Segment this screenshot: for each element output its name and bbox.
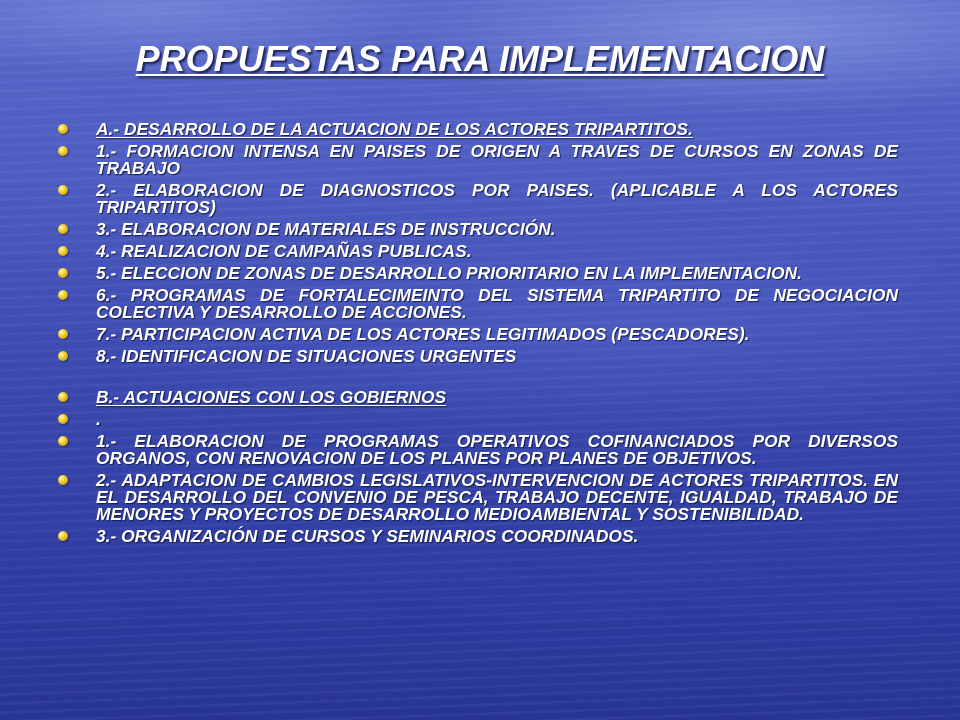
bullet-dot-icon: [58, 351, 68, 361]
bullet-item: [58, 243, 898, 260]
bullet-item: [58, 528, 898, 545]
bullet-dot-icon: [58, 224, 68, 234]
bullet-item-section-b: [58, 389, 898, 406]
bullet-dot-icon: [58, 392, 68, 402]
bullet-text: 2.- ADAPTACION DE CAMBIOS LEGISLATIVOS-INTERVENCION DE ACTORES TRIPARTITOS. EN EL DESARROLLO DEL CONVENIO DE PESCA, TRABAJO DECENTE, IGUALDAD, TRABAJO DE MENORES Y PROYECTOS DE DESARROLLO MEDIOAMBIENTAL Y SOSTENIBILIDAD.: [96, 470, 898, 524]
bullet-dot-icon: [58, 185, 68, 195]
bullet-item: [58, 433, 898, 467]
bullet-item: [58, 411, 898, 428]
bullet-text: 6.- PROGRAMAS DE FORTALECIMEINTO DEL SISTEMA TRIPARTITO DE NEGOCIACION COLECTIVA Y DESARROLLO DE ACCIONES.: [96, 285, 898, 322]
bullet-dot-icon: [58, 475, 68, 485]
bullet-item-section-a: [58, 121, 898, 138]
bullet-item: [58, 182, 898, 216]
bullet-text: 7.- PARTICIPACION ACTIVA DE LOS ACTORES LEGITIMADOS (PESCADORES).: [96, 324, 750, 344]
bullet-text: 3.- ELABORACION DE MATERIALES DE INSTRUCCIÓN.: [96, 219, 556, 239]
bullet-text: B.- ACTUACIONES CON LOS GOBIERNOS: [96, 387, 447, 407]
bullet-item: [58, 472, 898, 523]
bullet-dot-icon: [58, 531, 68, 541]
bullet-item: [58, 287, 898, 321]
bullet-text: 1.- ELABORACION DE PROGRAMAS OPERATIVOS COFINANCIADOS POR DIVERSOS ORGANOS, CON RENOVACION DE LOS PLANES POR PLANES DE OBJETIVOS.: [96, 431, 898, 468]
bullet-item: [58, 265, 898, 282]
bullet-dot-icon: [58, 124, 68, 134]
bullet-text: .: [96, 409, 101, 429]
bullet-dot-icon: [58, 146, 68, 156]
bullet-list: [58, 121, 898, 550]
bullet-item: [58, 348, 898, 365]
bullet-text: 8.- IDENTIFICACION DE SITUACIONES URGENTES: [96, 346, 517, 366]
bullet-dot-icon: [58, 329, 68, 339]
bullet-item: [58, 143, 898, 177]
bullet-dot-icon: [58, 414, 68, 424]
bullet-text: 2.- ELABORACION DE DIAGNOSTICOS POR PAISES. (APLICABLE A LOS ACTORES TRIPARTITOS): [96, 180, 898, 217]
bullet-dot-icon: [58, 436, 68, 446]
bullet-text: 3.- ORGANIZACIÓN DE CURSOS Y SEMINARIOS COORDINADOS.: [96, 526, 639, 546]
slide-title: PROPUESTAS PARA IMPLEMENTACION: [135, 38, 825, 79]
bullet-dot-icon: [58, 246, 68, 256]
bullet-dot-icon: [58, 268, 68, 278]
bullet-text: A.- DESARROLLO DE LA ACTUACION DE LOS ACTORES TRIPARTITOS.: [96, 119, 693, 139]
bullet-item: [58, 326, 898, 343]
bullet-text: 4.- REALIZACION DE CAMPAÑAS PUBLICAS.: [96, 241, 472, 261]
bullet-text: 1.- FORMACION INTENSA EN PAISES DE ORIGEN A TRAVES DE CURSOS EN ZONAS DE TRABAJO: [96, 141, 898, 178]
bullet-text: 5.- ELECCION DE ZONAS DE DESARROLLO PRIORITARIO EN LA IMPLEMENTACION.: [96, 263, 802, 283]
bullet-item: [58, 221, 898, 238]
bullet-dot-icon: [58, 290, 68, 300]
